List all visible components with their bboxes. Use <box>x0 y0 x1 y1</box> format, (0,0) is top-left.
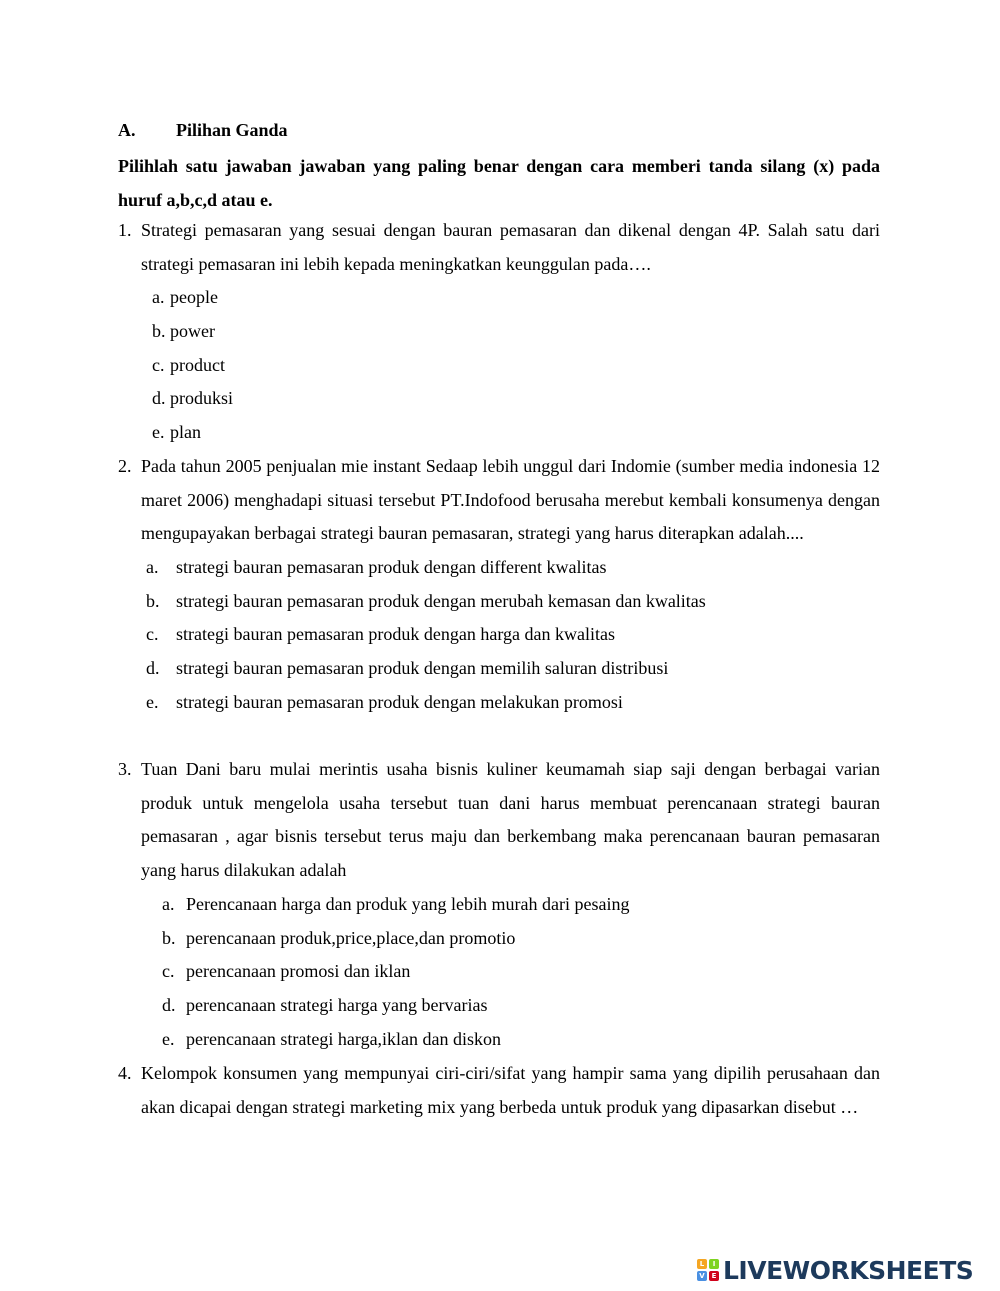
answer-option-b[interactable] <box>118 315 880 349</box>
logo-block: L <box>697 1259 707 1269</box>
option-letter: a. <box>162 893 175 914</box>
option-letter: c. <box>162 961 175 982</box>
answer-option-b[interactable] <box>118 585 880 619</box>
logo-text: LIVEWORKSHEETS <box>723 1255 974 1285</box>
question-body: Strategi pemasaran yang sesuai dengan bauran pemasaran dan dikenal dengan 4P. Salah satu dari strategi pemasaran ini lebih kepada meningkatkan keunggulan pada…. <box>141 220 880 274</box>
option-text: perencanaan produk,price,place,dan promotio <box>186 927 516 948</box>
option-text: product <box>170 354 225 375</box>
option-text: strategi bauran pemasaran produk dengan melakukan promosi <box>176 691 623 712</box>
question-body: Pada tahun 2005 penjualan mie instant Sedaap lebih unggul dari Indomie (sumber media indonesia 12 maret 2006) menghadapi situasi tersebut PT.Indofood berusaha merebut kembali konsumenya dengan mengupayakan berbagai strategi bauran pemasaran, strategi yang harus diterapkan adalah.... <box>141 456 880 544</box>
option-text: perencanaan strategi harga,iklan dan diskon <box>186 1028 502 1049</box>
option-letter: e. <box>152 422 165 443</box>
option-text: strategi bauran pemasaran produk dengan harga dan kwalitas <box>176 624 616 645</box>
question-text <box>118 450 880 551</box>
liveworksheets-logo <box>697 1253 973 1287</box>
option-text: strategi bauran pemasaran produk dengan merubah kemasan dan kwalitas <box>176 590 706 611</box>
answer-option-c[interactable] <box>118 955 880 989</box>
answer-option-a[interactable] <box>118 551 880 585</box>
question-number: 4. <box>118 1063 132 1083</box>
logo-block: E <box>709 1271 719 1281</box>
option-letter: d. <box>146 658 160 679</box>
option-text: people <box>170 287 218 308</box>
question-body: Tuan Dani baru mulai merintis usaha bisnis kuliner keumamah siap saji dengan berbagai varian produk untuk mengelola usaha tersebut tuan dani harus membuat perencanaan strategi bauran pemasaran , agar bisnis tersebut terus maju dan berkembang maka perencanaan bauran pemasaran yang harus dilakukan adalah <box>141 759 880 881</box>
option-text: strategi bauran pemasaran produk dengan memilih saluran distribusi <box>176 658 669 679</box>
section-title: Pilihan Ganda <box>176 120 288 140</box>
answer-options <box>118 551 880 719</box>
option-letter: b. <box>162 927 176 948</box>
question-text <box>118 1057 880 1124</box>
answer-option-e[interactable] <box>118 416 880 450</box>
question-number: 2. <box>118 456 132 476</box>
answer-option-c[interactable] <box>118 349 880 383</box>
option-text: perencanaan strategi harga yang bervarias <box>186 994 488 1015</box>
question-1 <box>118 214 880 450</box>
option-letter: e. <box>146 691 159 712</box>
answer-option-d[interactable] <box>118 382 880 416</box>
option-letter: c. <box>152 354 165 375</box>
question-text <box>118 753 880 888</box>
option-letter: e. <box>162 1028 175 1049</box>
option-letter: a. <box>152 287 165 308</box>
option-letter: c. <box>146 624 159 645</box>
answer-option-a[interactable] <box>118 888 880 922</box>
option-letter: d. <box>152 388 166 409</box>
logo-blocks-icon <box>697 1259 719 1281</box>
option-text: perencanaan promosi dan iklan <box>186 961 411 982</box>
option-text: produksi <box>170 388 233 409</box>
answer-option-e[interactable] <box>118 1023 880 1057</box>
option-letter: d. <box>162 994 176 1015</box>
option-letter: a. <box>146 557 159 578</box>
option-text: strategi bauran pemasaran produk dengan different kwalitas <box>176 557 607 578</box>
question-number: 3. <box>118 759 132 779</box>
section-heading <box>118 117 288 143</box>
logo-block: V <box>697 1271 707 1281</box>
answer-option-d[interactable] <box>118 989 880 1023</box>
instruction-text: Pilihlah satu jawaban jawaban yang paling benar dengan cara memberi tanda silang (x) pada huruf a,b,c,d atau e. <box>118 156 880 210</box>
option-letter: b. <box>146 590 160 611</box>
answer-options <box>118 281 880 449</box>
question-2 <box>118 450 880 720</box>
option-text: Perencanaan harga dan produk yang lebih murah dari pesaing <box>186 893 630 914</box>
answer-option-b[interactable] <box>118 922 880 956</box>
option-text: power <box>170 321 215 342</box>
question-text <box>118 214 880 281</box>
section-letter: A. <box>118 120 136 140</box>
option-letter: b. <box>152 321 166 342</box>
option-text: plan <box>170 422 201 443</box>
answer-option-a[interactable] <box>118 281 880 315</box>
logo-block: I <box>709 1259 719 1269</box>
question-3 <box>118 753 880 1056</box>
question-4 <box>118 1057 880 1124</box>
answer-option-c[interactable] <box>118 618 880 652</box>
answer-options <box>118 888 880 1056</box>
answer-option-e[interactable] <box>118 686 880 720</box>
question-number: 1. <box>118 220 132 240</box>
question-body: Kelompok konsumen yang mempunyai ciri-ciri/sifat yang hampir sama yang dipilih perusahaan dan akan dicapai dengan strategi marketing mix yang berbeda untuk produk yang dipasarkan disebut … <box>141 1063 880 1117</box>
answer-option-d[interactable] <box>118 652 880 686</box>
